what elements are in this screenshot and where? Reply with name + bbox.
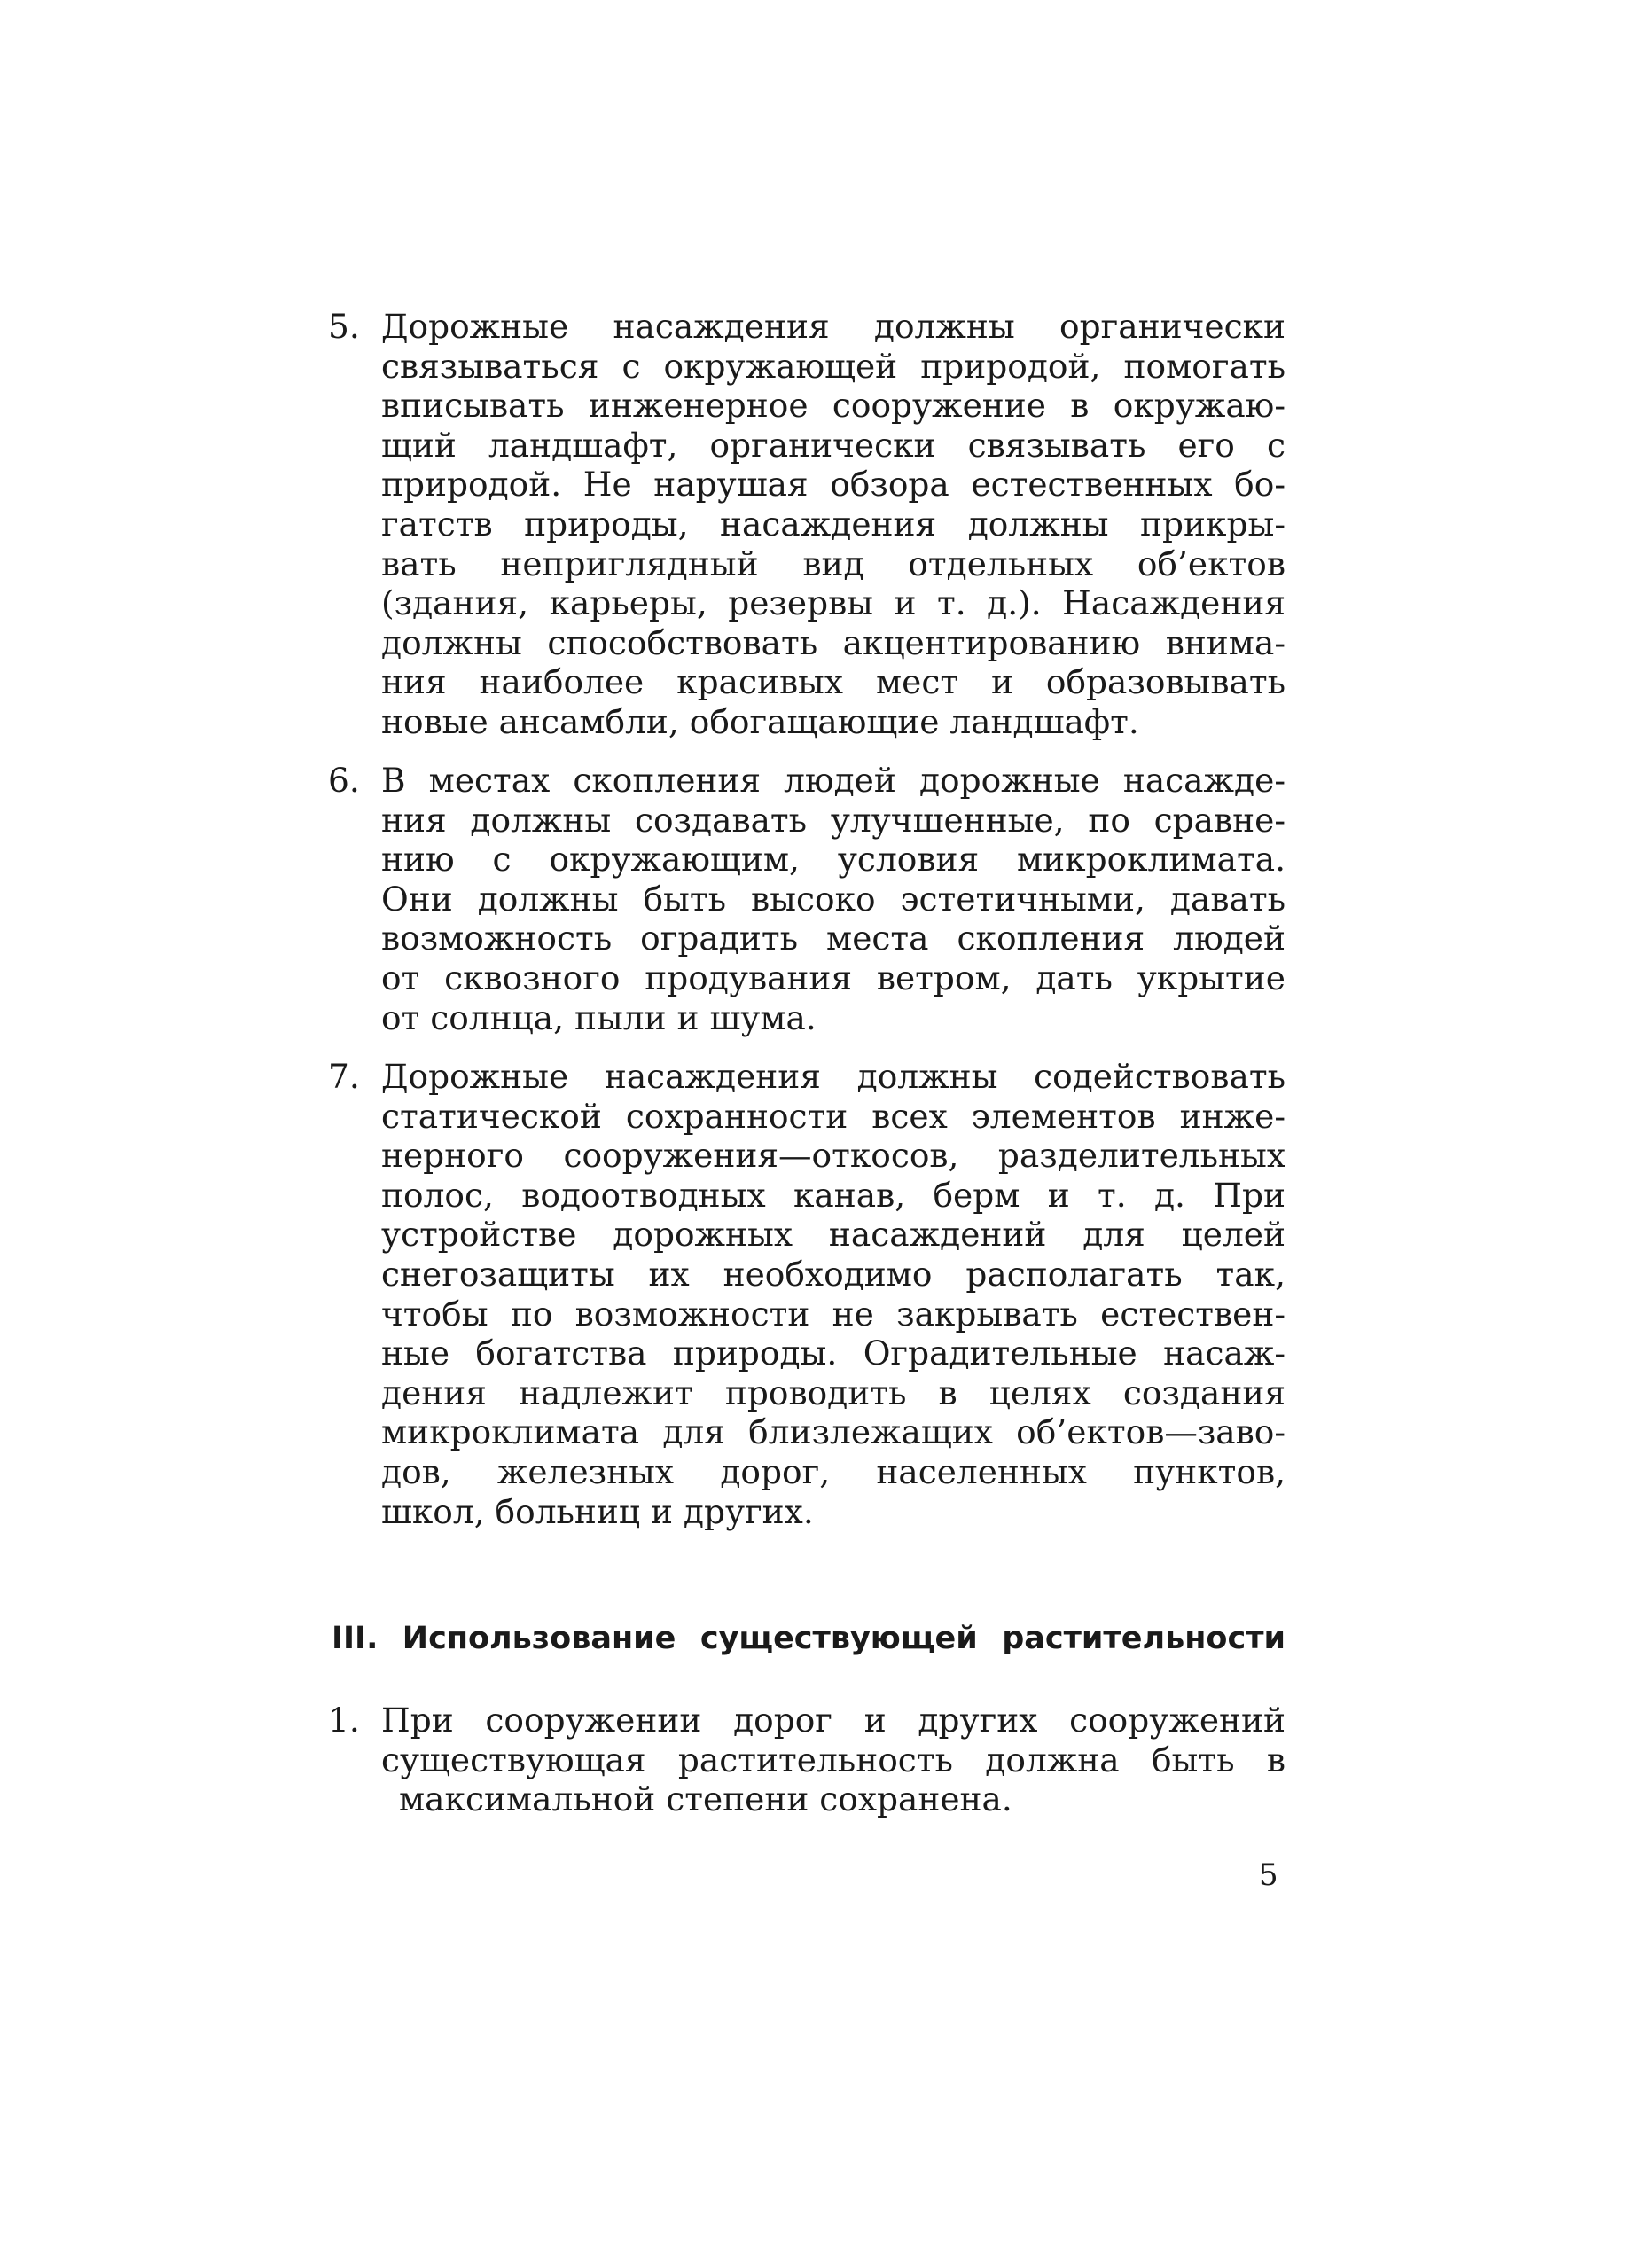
- list-item-5: [328, 307, 1285, 742]
- section-list-item-1: [328, 1701, 1285, 1819]
- text-line: В местах скопления людей дорожные насажде-: [381, 761, 1285, 800]
- text-line: должны способствовать акцентированию внима-: [381, 622, 1285, 662]
- list-item-7: [328, 1057, 1285, 1531]
- text-line: ные богатства природы. Оградительные насаж-: [381, 1333, 1285, 1373]
- text-line: нерного сооружения—откосов, разделительных: [381, 1136, 1285, 1176]
- text-line: полос, водоотводных канав, берм и т. д. При: [381, 1175, 1285, 1215]
- text-line: возможность оградить места скопления людей: [381, 919, 1285, 958]
- text-line: природой. Не нарушая обзора естественных бо-: [381, 465, 1285, 504]
- text-line: ния должны создавать улучшенные, по сравне-: [381, 800, 1285, 840]
- text-line: Дорожные насаждения должны содействовать: [381, 1057, 1285, 1096]
- text-line: статической сохранности всех элементов инже-: [381, 1096, 1285, 1136]
- item-number: 7.: [328, 1057, 360, 1096]
- page-number: 5: [1259, 1857, 1278, 1893]
- text-line: (здания, карьеры, резервы и т. д.). Насаждения: [381, 583, 1285, 623]
- text-line: чтобы по возможности не закрывать естествен-: [381, 1294, 1285, 1333]
- text-line: дов, железных дорог, населенных пунктов,: [381, 1451, 1285, 1491]
- item-number: 1.: [328, 1701, 360, 1740]
- text-line: существующая растительность должна быть в: [381, 1740, 1285, 1779]
- text-line: от солнца, пыли и шума.: [381, 997, 817, 1037]
- text-line: дения надлежит проводить в целях создания: [381, 1373, 1285, 1412]
- text-line: от сквозного продувания ветром, дать укрытие: [381, 958, 1285, 997]
- text-line: ния наиболее красивых мест и образовывать: [381, 662, 1285, 702]
- text-line: вписывать инженерное сооружение в окружаю-: [381, 386, 1285, 426]
- text-line: максимальной степени сохранена.: [399, 1779, 1012, 1819]
- text-line: При сооружении дорог и других сооружений: [381, 1701, 1285, 1740]
- list-item-6: [328, 761, 1285, 1037]
- item-number: 6.: [328, 761, 360, 800]
- text-line: вать неприглядный вид отдельных об’ектов: [381, 544, 1285, 583]
- item-number: 5.: [328, 307, 360, 346]
- text-line: щий ландшафт, органически связывать его с: [381, 425, 1285, 465]
- text-line: Они должны быть высоко эстетичными, давать: [381, 879, 1285, 919]
- text-line: микроклимата для близлежащих об’ектов—заво-: [381, 1412, 1285, 1452]
- text-line: устройстве дорожных насаждений для целей: [381, 1215, 1285, 1255]
- text-line: связываться с окружающей природой, помогать: [381, 346, 1285, 386]
- text-line: школ, больниц и других.: [381, 1491, 814, 1531]
- text-line: снегозащиты их необходимо располагать так,: [381, 1254, 1285, 1294]
- text-line: новые ансамбли, обогащающие ландшафт.: [381, 701, 1139, 741]
- section-heading: III. Использование существующей растительности: [332, 1621, 1285, 1656]
- text-line: гатств природы, насаждения должны прикры-: [381, 504, 1285, 544]
- text-line: нию с окружающим, условия микроклимата.: [381, 840, 1285, 880]
- text-line: Дорожные насаждения должны органически: [381, 307, 1285, 346]
